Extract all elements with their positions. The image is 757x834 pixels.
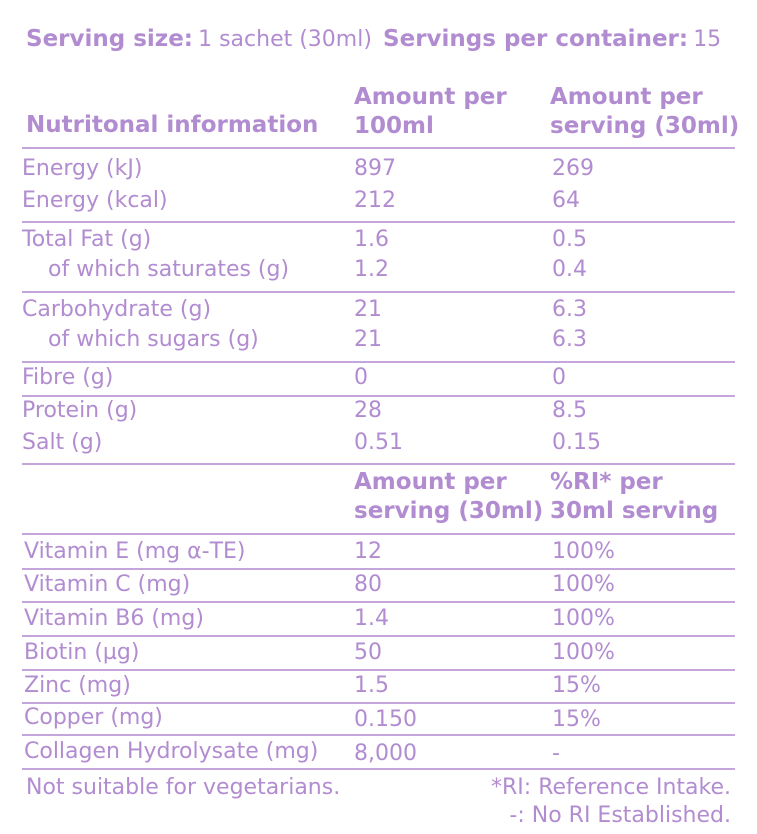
divider: [22, 533, 735, 535]
divider: [22, 147, 735, 149]
header-line: serving (30ml): [354, 498, 544, 524]
row-value-per-serving: 269: [552, 156, 594, 181]
vitamin-amount: 12: [354, 539, 382, 564]
row-value-per-serving: 0.4: [552, 257, 587, 282]
vitamin-ri: 15%: [552, 673, 601, 698]
row-value-per100: 1.6: [354, 227, 389, 252]
vitamin-ri: -: [552, 741, 560, 766]
divider: [22, 221, 735, 223]
footer-no-ri-note: -: No RI Established.: [509, 803, 731, 828]
row-value-per100: 21: [354, 327, 382, 352]
row-label: Salt (g): [22, 430, 103, 455]
vitamins-header-amount: [354, 468, 543, 526]
nutrition-header-per-serving: [550, 83, 739, 141]
serving-info: [26, 26, 721, 52]
vitamin-label: Copper (mg): [24, 705, 163, 730]
row-value-per100: 28: [354, 398, 382, 423]
vitamin-amount: 80: [354, 572, 382, 597]
nutrition-header-label: Nutritonal information: [26, 112, 319, 138]
serving-size-value: 1 sachet (30ml): [198, 27, 372, 52]
row-value-per-serving: 8.5: [552, 398, 587, 423]
row-label: Carbohydrate (g): [22, 297, 212, 322]
divider: [22, 702, 735, 704]
vitamin-label: Biotin (µg): [24, 640, 140, 665]
row-label: Total Fat (g): [22, 227, 152, 252]
vitamin-label: Collagen Hydrolysate (mg): [24, 739, 319, 764]
vitamin-label: Zinc (mg): [24, 673, 131, 698]
servings-per-container-label: Servings per container:: [383, 26, 689, 52]
header-line: 100ml: [354, 113, 434, 139]
vitamin-label: Vitamin B6 (mg): [24, 606, 204, 631]
row-value-per100: 1.2: [354, 257, 389, 282]
vitamin-amount: 50: [354, 640, 382, 665]
row-value-per100: 21: [354, 297, 382, 322]
vitamin-ri: 100%: [552, 539, 615, 564]
vitamin-ri: 100%: [552, 572, 615, 597]
row-label: Fibre (g): [22, 365, 114, 390]
divider: [22, 669, 735, 671]
row-value-per100: 0.51: [354, 430, 403, 455]
row-value-per-serving: 64: [552, 188, 580, 213]
vitamin-label: Vitamin C (mg): [24, 572, 191, 597]
divider: [22, 291, 735, 293]
divider: [22, 768, 735, 770]
vitamin-amount: 1.5: [354, 673, 389, 698]
row-value-per-serving: 6.3: [552, 327, 587, 352]
header-line: 30ml serving: [550, 498, 719, 524]
vitamin-ri: 15%: [552, 707, 601, 732]
vitamin-ri: 100%: [552, 640, 615, 665]
divider: [22, 635, 735, 637]
row-value-per100: 897: [354, 156, 396, 181]
row-label: Energy (kcal): [22, 188, 168, 213]
vitamins-header-ri: [550, 468, 718, 526]
row-label-sub: of which saturates (g): [48, 257, 290, 282]
row-value-per100: 0: [354, 365, 368, 390]
divider: [22, 734, 735, 736]
divider: [22, 463, 735, 465]
nutrition-header-per100: [354, 83, 507, 141]
footer-ri-note: *RI: Reference Intake.: [491, 775, 731, 800]
header-line: serving (30ml): [550, 113, 740, 139]
row-label: Energy (kJ): [22, 156, 143, 181]
footer-vegetarian-note: Not suitable for vegetarians.: [26, 775, 341, 800]
header-line: %RI* per: [550, 469, 663, 495]
vitamin-amount: 8,000: [354, 741, 417, 766]
row-value-per-serving: 0.15: [552, 430, 601, 455]
vitamin-label: Vitamin E (mg α-TE): [24, 539, 246, 564]
servings-per-container-value: 15: [693, 27, 722, 52]
row-label-sub: of which sugars (g): [48, 327, 259, 352]
serving-size-label: Serving size:: [26, 26, 193, 52]
divider: [22, 361, 735, 363]
vitamin-amount: 0.150: [354, 707, 417, 732]
row-value-per100: 212: [354, 188, 396, 213]
divider: [22, 395, 735, 397]
vitamin-ri: 100%: [552, 606, 615, 631]
row-value-per-serving: 0: [552, 365, 566, 390]
header-line: Amount per: [550, 84, 703, 110]
row-value-per-serving: 0.5: [552, 227, 587, 252]
row-label: Protein (g): [22, 398, 138, 423]
row-value-per-serving: 6.3: [552, 297, 587, 322]
divider: [22, 601, 735, 603]
vitamin-amount: 1.4: [354, 606, 389, 631]
divider: [22, 568, 735, 570]
header-line: Amount per: [354, 84, 507, 110]
header-line: Amount per: [354, 469, 507, 495]
